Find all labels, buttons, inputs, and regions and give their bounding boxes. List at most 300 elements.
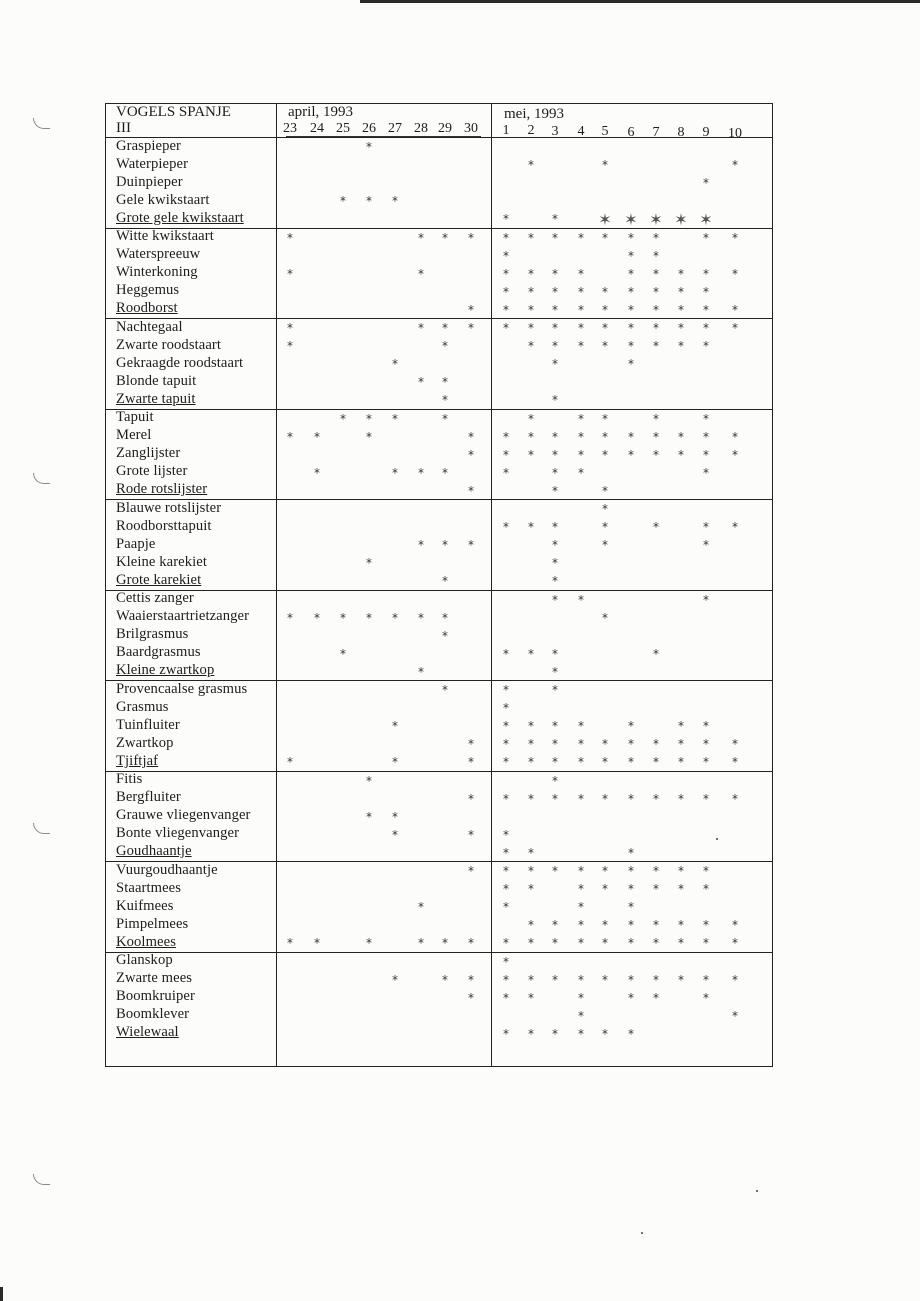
sighting-mark: * bbox=[528, 429, 534, 444]
sighting-mark: * bbox=[552, 302, 558, 317]
sighting-mark: * bbox=[442, 972, 448, 987]
sighting-mark: * bbox=[503, 737, 509, 752]
sighting-mark: * bbox=[703, 266, 709, 281]
sighting-mark: * bbox=[628, 791, 634, 806]
sighting-mark: * bbox=[503, 266, 509, 281]
sighting-mark: * bbox=[578, 882, 584, 897]
sighting-mark: * bbox=[503, 864, 509, 878]
sighting-mark: * bbox=[578, 230, 584, 245]
species-name: Koolmees bbox=[116, 933, 176, 950]
group-divider bbox=[106, 952, 772, 953]
sighting-mark: * bbox=[528, 845, 534, 860]
sighting-mark: * bbox=[602, 483, 608, 498]
sighting-mark: * bbox=[578, 1026, 584, 1041]
group-divider bbox=[106, 771, 772, 772]
species-name: Tjiftjaf bbox=[116, 752, 159, 769]
sighting-mark: * bbox=[552, 538, 558, 553]
species-name: Gekraagde roodstaart bbox=[116, 354, 244, 371]
sighting-mark: * bbox=[503, 683, 509, 697]
sighting-mark: * bbox=[418, 664, 424, 679]
sighting-mark: * bbox=[503, 936, 509, 951]
sighting-mark: * bbox=[628, 1026, 634, 1041]
sighting-mark: * bbox=[578, 339, 584, 354]
sighting-mark: * bbox=[703, 719, 709, 734]
sighting-mark: * bbox=[503, 230, 509, 245]
species-name: Grote lijster bbox=[116, 463, 188, 480]
sighting-mark: * bbox=[628, 248, 634, 263]
sighting-mark: * bbox=[578, 755, 584, 770]
sighting-mark: * bbox=[528, 918, 534, 933]
sighting-mark: * bbox=[628, 990, 634, 1005]
sighting-mark: * bbox=[602, 737, 608, 752]
sighting-mark: * bbox=[528, 520, 534, 535]
sighting-mark: * bbox=[703, 520, 709, 535]
sighting-mark: * bbox=[442, 339, 448, 354]
day-number-may: 5 bbox=[601, 124, 609, 140]
sighting-mark: * bbox=[552, 574, 558, 589]
sighting-mark: * bbox=[418, 321, 424, 335]
species-name: Bergfluiter bbox=[116, 789, 181, 806]
sighting-mark: * bbox=[628, 845, 634, 860]
sighting-mark: * bbox=[678, 755, 684, 770]
sighting-mark: * bbox=[340, 610, 346, 625]
sighting-mark: * bbox=[628, 447, 634, 462]
sighting-mark: * bbox=[392, 610, 398, 625]
sighting-mark: * bbox=[418, 465, 424, 480]
sighting-mark: * bbox=[602, 755, 608, 770]
sighting-mark: * bbox=[703, 755, 709, 770]
sighting-mark: * bbox=[653, 646, 659, 661]
sighting-mark: * bbox=[678, 737, 684, 752]
species-name: Witte kwikstaart bbox=[116, 228, 214, 244]
sighting-mark: * bbox=[340, 411, 346, 426]
scan-left-edge bbox=[0, 1287, 3, 1301]
sighting-mark: * bbox=[503, 1026, 509, 1041]
sighting-mark: * bbox=[732, 755, 738, 770]
species-name: Blonde tapuit bbox=[116, 372, 197, 389]
sighting-mark: * bbox=[578, 302, 584, 317]
sighting-mark: * bbox=[653, 882, 659, 897]
sighting-mark: * bbox=[678, 882, 684, 897]
sighting-mark: * bbox=[552, 321, 558, 335]
sighting-mark: * bbox=[578, 266, 584, 281]
sighting-mark: * bbox=[503, 827, 509, 842]
sighting-mark: * bbox=[392, 194, 398, 209]
handwritten-sighting-mark: ✶ bbox=[598, 210, 612, 230]
sighting-mark: * bbox=[678, 864, 684, 878]
day-number-april: 24 bbox=[310, 121, 324, 136]
sighting-mark: * bbox=[503, 212, 509, 227]
handwritten-sighting-mark: ✶ bbox=[674, 210, 688, 230]
species-name: Waaierstaartrietzanger bbox=[116, 608, 250, 625]
sighting-mark: * bbox=[602, 520, 608, 535]
handwritten-sighting-mark: ✶ bbox=[624, 210, 638, 230]
species-name: Roodborsttapuit bbox=[116, 517, 212, 534]
sighting-mark: * bbox=[678, 321, 684, 335]
sighting-mark: * bbox=[703, 936, 709, 951]
sighting-mark: * bbox=[442, 610, 448, 625]
sighting-mark: * bbox=[528, 791, 534, 806]
sighting-mark: * bbox=[678, 936, 684, 951]
sighting-mark: * bbox=[578, 972, 584, 987]
sighting-mark: * bbox=[442, 411, 448, 426]
sighting-mark: * bbox=[578, 918, 584, 933]
sighting-mark: * bbox=[653, 447, 659, 462]
sighting-mark: * bbox=[366, 809, 372, 824]
sighting-mark: * bbox=[468, 230, 474, 245]
sighting-mark: * bbox=[503, 972, 509, 987]
sighting-mark: * bbox=[503, 321, 509, 335]
sighting-mark: * bbox=[703, 538, 709, 553]
sighting-mark: * bbox=[552, 737, 558, 752]
sighting-mark: * bbox=[366, 556, 372, 571]
sighting-mark: * bbox=[602, 321, 608, 335]
sighting-mark: * bbox=[678, 972, 684, 987]
sighting-mark: * bbox=[503, 701, 509, 716]
sighting-mark: * bbox=[442, 321, 448, 335]
sighting-mark: * bbox=[442, 936, 448, 951]
species-name: Paapje bbox=[116, 535, 156, 552]
month-header-may: mei, 1993 bbox=[504, 106, 564, 122]
sighting-mark: * bbox=[578, 791, 584, 806]
sighting-mark: * bbox=[442, 375, 448, 390]
sighting-mark: * bbox=[503, 900, 509, 915]
sighting-mark: * bbox=[503, 719, 509, 734]
sighting-mark: * bbox=[503, 755, 509, 770]
sighting-mark: * bbox=[314, 610, 320, 625]
sighting-mark: * bbox=[552, 266, 558, 281]
sighting-mark: * bbox=[628, 755, 634, 770]
group-divider bbox=[106, 318, 772, 319]
sighting-mark: * bbox=[392, 972, 398, 987]
sighting-mark: * bbox=[653, 411, 659, 426]
sighting-mark: * bbox=[503, 990, 509, 1005]
table-subtitle: III bbox=[116, 120, 131, 136]
sighting-mark: * bbox=[653, 936, 659, 951]
sighting-mark: * bbox=[602, 864, 608, 878]
sighting-mark: * bbox=[628, 719, 634, 734]
sighting-mark: * bbox=[578, 1008, 584, 1023]
sighting-mark: * bbox=[732, 447, 738, 462]
species-name: Grote karekiet bbox=[116, 571, 202, 588]
species-name: Kleine zwartkop bbox=[116, 662, 215, 679]
species-name: Baardgrasmus bbox=[116, 644, 201, 661]
sighting-mark: * bbox=[392, 719, 398, 734]
sighting-mark: * bbox=[602, 411, 608, 426]
species-name: Roodborst bbox=[116, 300, 178, 317]
sighting-mark: * bbox=[732, 737, 738, 752]
sighting-mark: * bbox=[552, 664, 558, 679]
sighting-mark: * bbox=[703, 284, 709, 299]
sighting-mark: * bbox=[602, 936, 608, 951]
sighting-mark: * bbox=[468, 827, 474, 842]
sighting-mark: * bbox=[503, 447, 509, 462]
species-name: Vuurgoudhaantje bbox=[116, 861, 218, 878]
sighting-mark: * bbox=[418, 936, 424, 951]
day-number-april: 23 bbox=[283, 121, 297, 136]
species-name: Winterkoning bbox=[116, 264, 198, 281]
sighting-mark: * bbox=[628, 936, 634, 951]
group-divider bbox=[106, 409, 772, 410]
sighting-mark: * bbox=[287, 610, 293, 625]
sighting-mark: * bbox=[653, 737, 659, 752]
sighting-mark: * bbox=[468, 990, 474, 1005]
sighting-mark: * bbox=[628, 302, 634, 317]
sighting-mark: * bbox=[528, 339, 534, 354]
sighting-mark: * bbox=[628, 357, 634, 372]
sighting-mark: * bbox=[578, 864, 584, 878]
sighting-mark: * bbox=[628, 429, 634, 444]
day-number-april: 26 bbox=[362, 121, 376, 136]
sighting-mark: * bbox=[732, 266, 738, 281]
sighting-mark: * bbox=[628, 284, 634, 299]
sighting-mark: * bbox=[628, 737, 634, 752]
sighting-mark: * bbox=[528, 737, 534, 752]
sighting-mark: * bbox=[578, 465, 584, 480]
sighting-mark: * bbox=[468, 483, 474, 498]
sighting-mark: * bbox=[732, 972, 738, 987]
sighting-mark: * bbox=[732, 791, 738, 806]
scan-top-edge bbox=[360, 0, 920, 3]
species-name: Zanglijster bbox=[116, 445, 181, 462]
sighting-mark: * bbox=[703, 302, 709, 317]
sighting-mark: * bbox=[552, 339, 558, 354]
sighting-mark: * bbox=[653, 321, 659, 335]
sighting-mark: * bbox=[418, 610, 424, 625]
sighting-mark: * bbox=[442, 230, 448, 245]
sighting-mark: * bbox=[366, 411, 372, 426]
sighting-mark: * bbox=[442, 393, 448, 408]
day-number-april: 29 bbox=[438, 121, 452, 136]
sighting-mark: * bbox=[314, 465, 320, 480]
scan-speck bbox=[641, 1232, 643, 1234]
sighting-mark: * bbox=[628, 972, 634, 987]
sighting-mark: * bbox=[602, 882, 608, 897]
column-divider-months bbox=[491, 104, 492, 1066]
sighting-mark: * bbox=[578, 592, 584, 607]
sighting-mark: * bbox=[602, 429, 608, 444]
sighting-mark: * bbox=[503, 791, 509, 806]
sighting-mark: * bbox=[703, 864, 709, 878]
species-name: Merel bbox=[116, 427, 152, 444]
sighting-mark: * bbox=[703, 339, 709, 354]
sighting-mark: * bbox=[732, 302, 738, 317]
sighting-mark: * bbox=[732, 429, 738, 444]
sighting-mark: * bbox=[528, 411, 534, 426]
sighting-mark: * bbox=[653, 755, 659, 770]
sighting-mark: * bbox=[552, 483, 558, 498]
sighting-mark: * bbox=[366, 429, 372, 444]
sighting-mark: * bbox=[503, 845, 509, 860]
sighting-mark: * bbox=[703, 791, 709, 806]
sighting-mark: * bbox=[552, 719, 558, 734]
sighting-mark: * bbox=[653, 266, 659, 281]
day-number-april: 25 bbox=[336, 121, 350, 136]
sighting-mark: * bbox=[442, 538, 448, 553]
sighting-mark: * bbox=[628, 230, 634, 245]
sighting-mark: * bbox=[528, 1026, 534, 1041]
sighting-mark: * bbox=[503, 429, 509, 444]
day-number-may: 10 bbox=[728, 125, 742, 141]
sighting-mark: * bbox=[287, 339, 293, 354]
sighting-mark: * bbox=[732, 1008, 738, 1023]
sighting-mark: * bbox=[653, 791, 659, 806]
sighting-mark: * bbox=[578, 447, 584, 462]
sighting-mark: * bbox=[628, 900, 634, 915]
sighting-mark: * bbox=[578, 719, 584, 734]
sighting-mark: * bbox=[468, 302, 474, 317]
sighting-mark: * bbox=[528, 230, 534, 245]
sighting-mark: * bbox=[418, 375, 424, 390]
sighting-mark: * bbox=[703, 918, 709, 933]
sighting-mark: * bbox=[314, 936, 320, 951]
species-name: Staartmees bbox=[116, 879, 182, 896]
sighting-mark: * bbox=[468, 864, 474, 878]
sighting-mark: * bbox=[678, 719, 684, 734]
punch-hole-mark bbox=[33, 473, 50, 484]
sighting-mark: * bbox=[503, 302, 509, 317]
sighting-mark: * bbox=[653, 284, 659, 299]
sighting-mark: * bbox=[392, 357, 398, 372]
species-name: Zwarte roodstaart bbox=[116, 336, 222, 353]
sighting-mark: * bbox=[528, 646, 534, 661]
sighting-mark: * bbox=[442, 465, 448, 480]
sighting-mark: * bbox=[628, 266, 634, 281]
sighting-mark: * bbox=[503, 465, 509, 480]
sighting-mark: * bbox=[602, 339, 608, 354]
sighting-mark: * bbox=[732, 321, 738, 335]
sighting-mark: * bbox=[628, 918, 634, 933]
sighting-mark: * bbox=[442, 683, 448, 697]
sighting-mark: * bbox=[314, 429, 320, 444]
sighting-mark: * bbox=[552, 773, 558, 788]
sighting-mark: * bbox=[732, 520, 738, 535]
sighting-mark: * bbox=[653, 230, 659, 245]
sighting-mark: * bbox=[528, 284, 534, 299]
sighting-mark: * bbox=[418, 230, 424, 245]
sighting-mark: * bbox=[602, 284, 608, 299]
sighting-mark: * bbox=[552, 212, 558, 227]
sighting-mark: * bbox=[653, 429, 659, 444]
sighting-mark: * bbox=[552, 683, 558, 697]
sighting-mark: * bbox=[392, 809, 398, 824]
sighting-mark: * bbox=[503, 520, 509, 535]
sighting-mark: * bbox=[552, 936, 558, 951]
day-number-april: 27 bbox=[388, 121, 402, 136]
sighting-mark: * bbox=[703, 429, 709, 444]
sighting-mark: * bbox=[503, 646, 509, 661]
sighting-mark: * bbox=[678, 266, 684, 281]
species-name: Boomkruiper bbox=[116, 988, 195, 1005]
sighting-mark: * bbox=[628, 882, 634, 897]
sighting-mark: * bbox=[578, 429, 584, 444]
sighting-mark: * bbox=[653, 864, 659, 878]
sighting-mark: * bbox=[468, 936, 474, 951]
sighting-mark: * bbox=[703, 230, 709, 245]
sighting-mark: * bbox=[552, 447, 558, 462]
sighting-mark: * bbox=[552, 284, 558, 299]
sighting-mark: * bbox=[528, 936, 534, 951]
sighting-mark: * bbox=[578, 284, 584, 299]
species-name: Tapuit bbox=[116, 409, 154, 425]
sighting-mark: * bbox=[392, 755, 398, 770]
sighting-mark: * bbox=[732, 158, 738, 173]
species-name: Duinpieper bbox=[116, 173, 183, 190]
sighting-mark: * bbox=[552, 556, 558, 571]
sighting-mark: * bbox=[528, 864, 534, 878]
sighting-mark: * bbox=[678, 918, 684, 933]
day-header-underline bbox=[286, 136, 481, 137]
sighting-mark: * bbox=[578, 936, 584, 951]
sighting-mark: * bbox=[678, 284, 684, 299]
sighting-mark: * bbox=[602, 972, 608, 987]
sighting-mark: * bbox=[653, 972, 659, 987]
punch-hole-mark bbox=[33, 118, 50, 129]
sighting-mark: * bbox=[552, 429, 558, 444]
sighting-mark: * bbox=[528, 447, 534, 462]
species-name: Heggemus bbox=[116, 282, 180, 299]
sighting-mark: * bbox=[602, 538, 608, 553]
sighting-mark: * bbox=[528, 882, 534, 897]
sighting-mark: * bbox=[287, 266, 293, 281]
sighting-mark: * bbox=[468, 429, 474, 444]
sighting-mark: * bbox=[366, 773, 372, 788]
table-title: VOGELS SPANJE bbox=[116, 104, 231, 120]
sighting-mark: * bbox=[602, 158, 608, 173]
sighting-mark: * bbox=[732, 918, 738, 933]
sighting-mark: * bbox=[552, 972, 558, 987]
sighting-mark: * bbox=[578, 900, 584, 915]
group-divider bbox=[106, 590, 772, 591]
sighting-mark: * bbox=[528, 266, 534, 281]
sighting-mark: * bbox=[366, 936, 372, 951]
sighting-mark: * bbox=[703, 321, 709, 335]
bird-observation-table bbox=[105, 103, 773, 1067]
sighting-mark: * bbox=[732, 936, 738, 951]
day-number-april: 28 bbox=[414, 121, 428, 136]
sighting-mark: * bbox=[602, 230, 608, 245]
sighting-mark: * bbox=[678, 302, 684, 317]
sighting-mark: * bbox=[578, 737, 584, 752]
day-number-may: 4 bbox=[577, 123, 585, 139]
sighting-mark: * bbox=[602, 918, 608, 933]
sighting-mark: * bbox=[703, 882, 709, 897]
sighting-mark: * bbox=[468, 538, 474, 553]
sighting-mark: * bbox=[468, 791, 474, 806]
sighting-mark: * bbox=[418, 900, 424, 915]
sighting-mark: * bbox=[503, 882, 509, 897]
sighting-mark: * bbox=[578, 321, 584, 335]
sighting-mark: * bbox=[468, 447, 474, 462]
species-name: Gele kwikstaart bbox=[116, 191, 210, 208]
day-number-may: 9 bbox=[702, 125, 710, 141]
sighting-mark: * bbox=[653, 339, 659, 354]
handwritten-sighting-mark: ✶ bbox=[699, 210, 713, 230]
species-name: Blauwe rotslijster bbox=[116, 499, 222, 516]
sighting-mark: * bbox=[340, 194, 346, 209]
species-name: Tuinfluiter bbox=[116, 716, 180, 733]
sighting-mark: * bbox=[528, 972, 534, 987]
sighting-mark: * bbox=[578, 411, 584, 426]
punch-hole-mark bbox=[33, 823, 50, 834]
sighting-mark: * bbox=[287, 321, 293, 335]
species-name: Kuifmees bbox=[116, 897, 174, 914]
sighting-mark: * bbox=[392, 411, 398, 426]
handwritten-sighting-mark: ✶ bbox=[649, 210, 663, 230]
species-name: Glanskop bbox=[116, 952, 173, 968]
sighting-mark: * bbox=[602, 302, 608, 317]
day-number-april: 30 bbox=[464, 121, 478, 136]
